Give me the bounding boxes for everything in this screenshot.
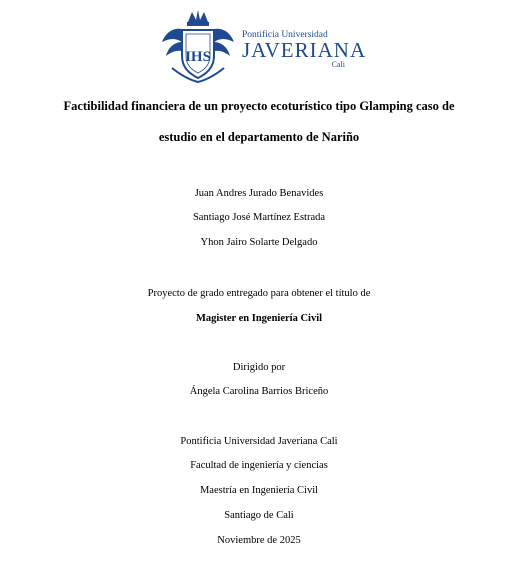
author-1: Juan Andres Jurado Benavides <box>194 188 324 199</box>
university-logo <box>158 8 367 84</box>
seal-emblem-icon <box>158 8 238 84</box>
logo-wordmark <box>242 30 367 69</box>
author-3: Yhon Jairo Solarte Delgado <box>200 237 318 248</box>
logo-line-university: Pontificia Universidad <box>242 30 328 40</box>
city-name: Santiago de Cali <box>224 510 294 521</box>
logo-line-city: Cali <box>331 60 345 69</box>
logo-line-javeriana: JAVERIANA <box>242 38 367 62</box>
advisor-label: Dirigido por <box>232 362 286 373</box>
program-name: Maestría en Ingeniería Civil <box>199 485 319 496</box>
advisor-name: Ángela Carolina Barrios Briceño <box>189 386 329 397</box>
degree-name: Magister en Ingeniería Civil <box>195 313 323 324</box>
faculty-name: Facultad de ingeniería y ciencias <box>190 460 328 471</box>
seal-text: IHS <box>185 49 211 65</box>
university-name: Pontificia Universidad Javeriana Cali <box>180 436 338 447</box>
document-date: Noviembre de 2025 <box>217 535 301 546</box>
degree-intro: Proyecto de grado entregado para obtener el título de <box>147 288 371 299</box>
title-line-2: estudio en el departamento de Nariño <box>158 130 360 144</box>
author-2: Santiago José Martínez Estrada <box>192 212 326 223</box>
title-line-1: Factibilidad financiera de un proyecto ecoturístico tipo Glamping caso de <box>63 99 455 113</box>
